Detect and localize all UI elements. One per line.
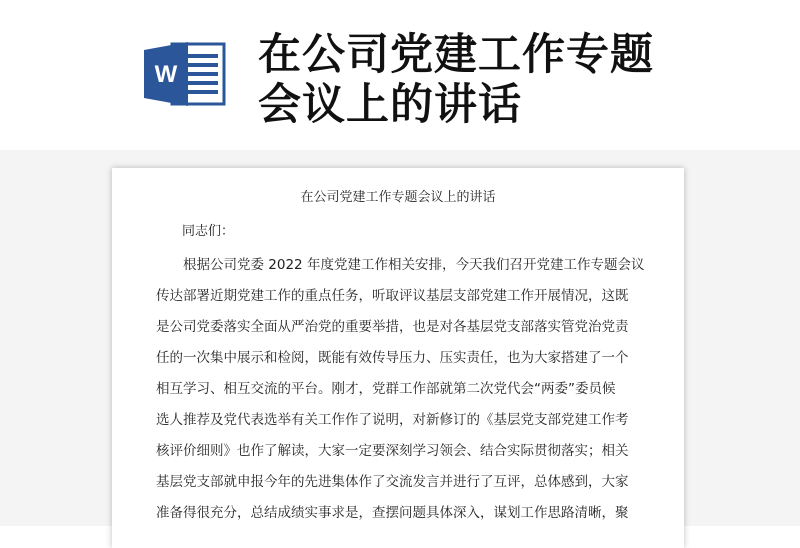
banner-title bbox=[258, 30, 778, 130]
document-page[interactable] bbox=[112, 168, 684, 548]
document-salutation: 同志们： bbox=[182, 224, 235, 239]
paragraph-line: 准备得很充分，总结成绩实事求是，查摆问题具体深入，谋划工作思路清晰，聚 bbox=[156, 505, 629, 521]
paragraph-line: 相互学习、相互交流的平台。刚才，党群工作部就第二次党代会“两委”委员候 bbox=[156, 381, 616, 397]
document-paragraph bbox=[156, 250, 656, 529]
paragraph-line: 选人推荐及党代表选举有关工作作了说明，对新修订的《基层党支部党建工作考 bbox=[156, 412, 629, 428]
word-document-icon bbox=[142, 38, 228, 110]
header-banner bbox=[0, 0, 800, 150]
word-icon-letter: W bbox=[154, 61, 178, 88]
paragraph-line: 基层党支部就申报今年的先进集体作了交流发言并进行了互评，总体感到，大家 bbox=[156, 474, 629, 490]
paragraph-line: 传达部署近期党建工作的重点任务，听取评议基层支部党建工作开展情况，这既 bbox=[156, 288, 629, 304]
banner-title-line1: 在公司党建工作专题 bbox=[258, 30, 654, 80]
document-title: 在公司党建工作专题会议上的讲话 bbox=[300, 190, 496, 205]
paragraph-line: 任的一次集中展示和检阅，既能有效传导压力、压实责任，也为大家搭建了一个 bbox=[156, 350, 629, 366]
banner-title-line2: 会议上的讲话 bbox=[258, 80, 522, 130]
paragraph-line: 根据公司党委 2022 年度党建工作相关安排，今天我们召开党建工作专题会议 bbox=[183, 257, 645, 273]
paragraph-line: 核评价细则》也作了解读，大家一定要深刻学习领会、结合实际贯彻落实；相关 bbox=[156, 443, 629, 459]
paragraph-line: 是公司党委落实全面从严治党的重要举措，也是对各基层党支部落实管党治党责 bbox=[156, 319, 629, 335]
